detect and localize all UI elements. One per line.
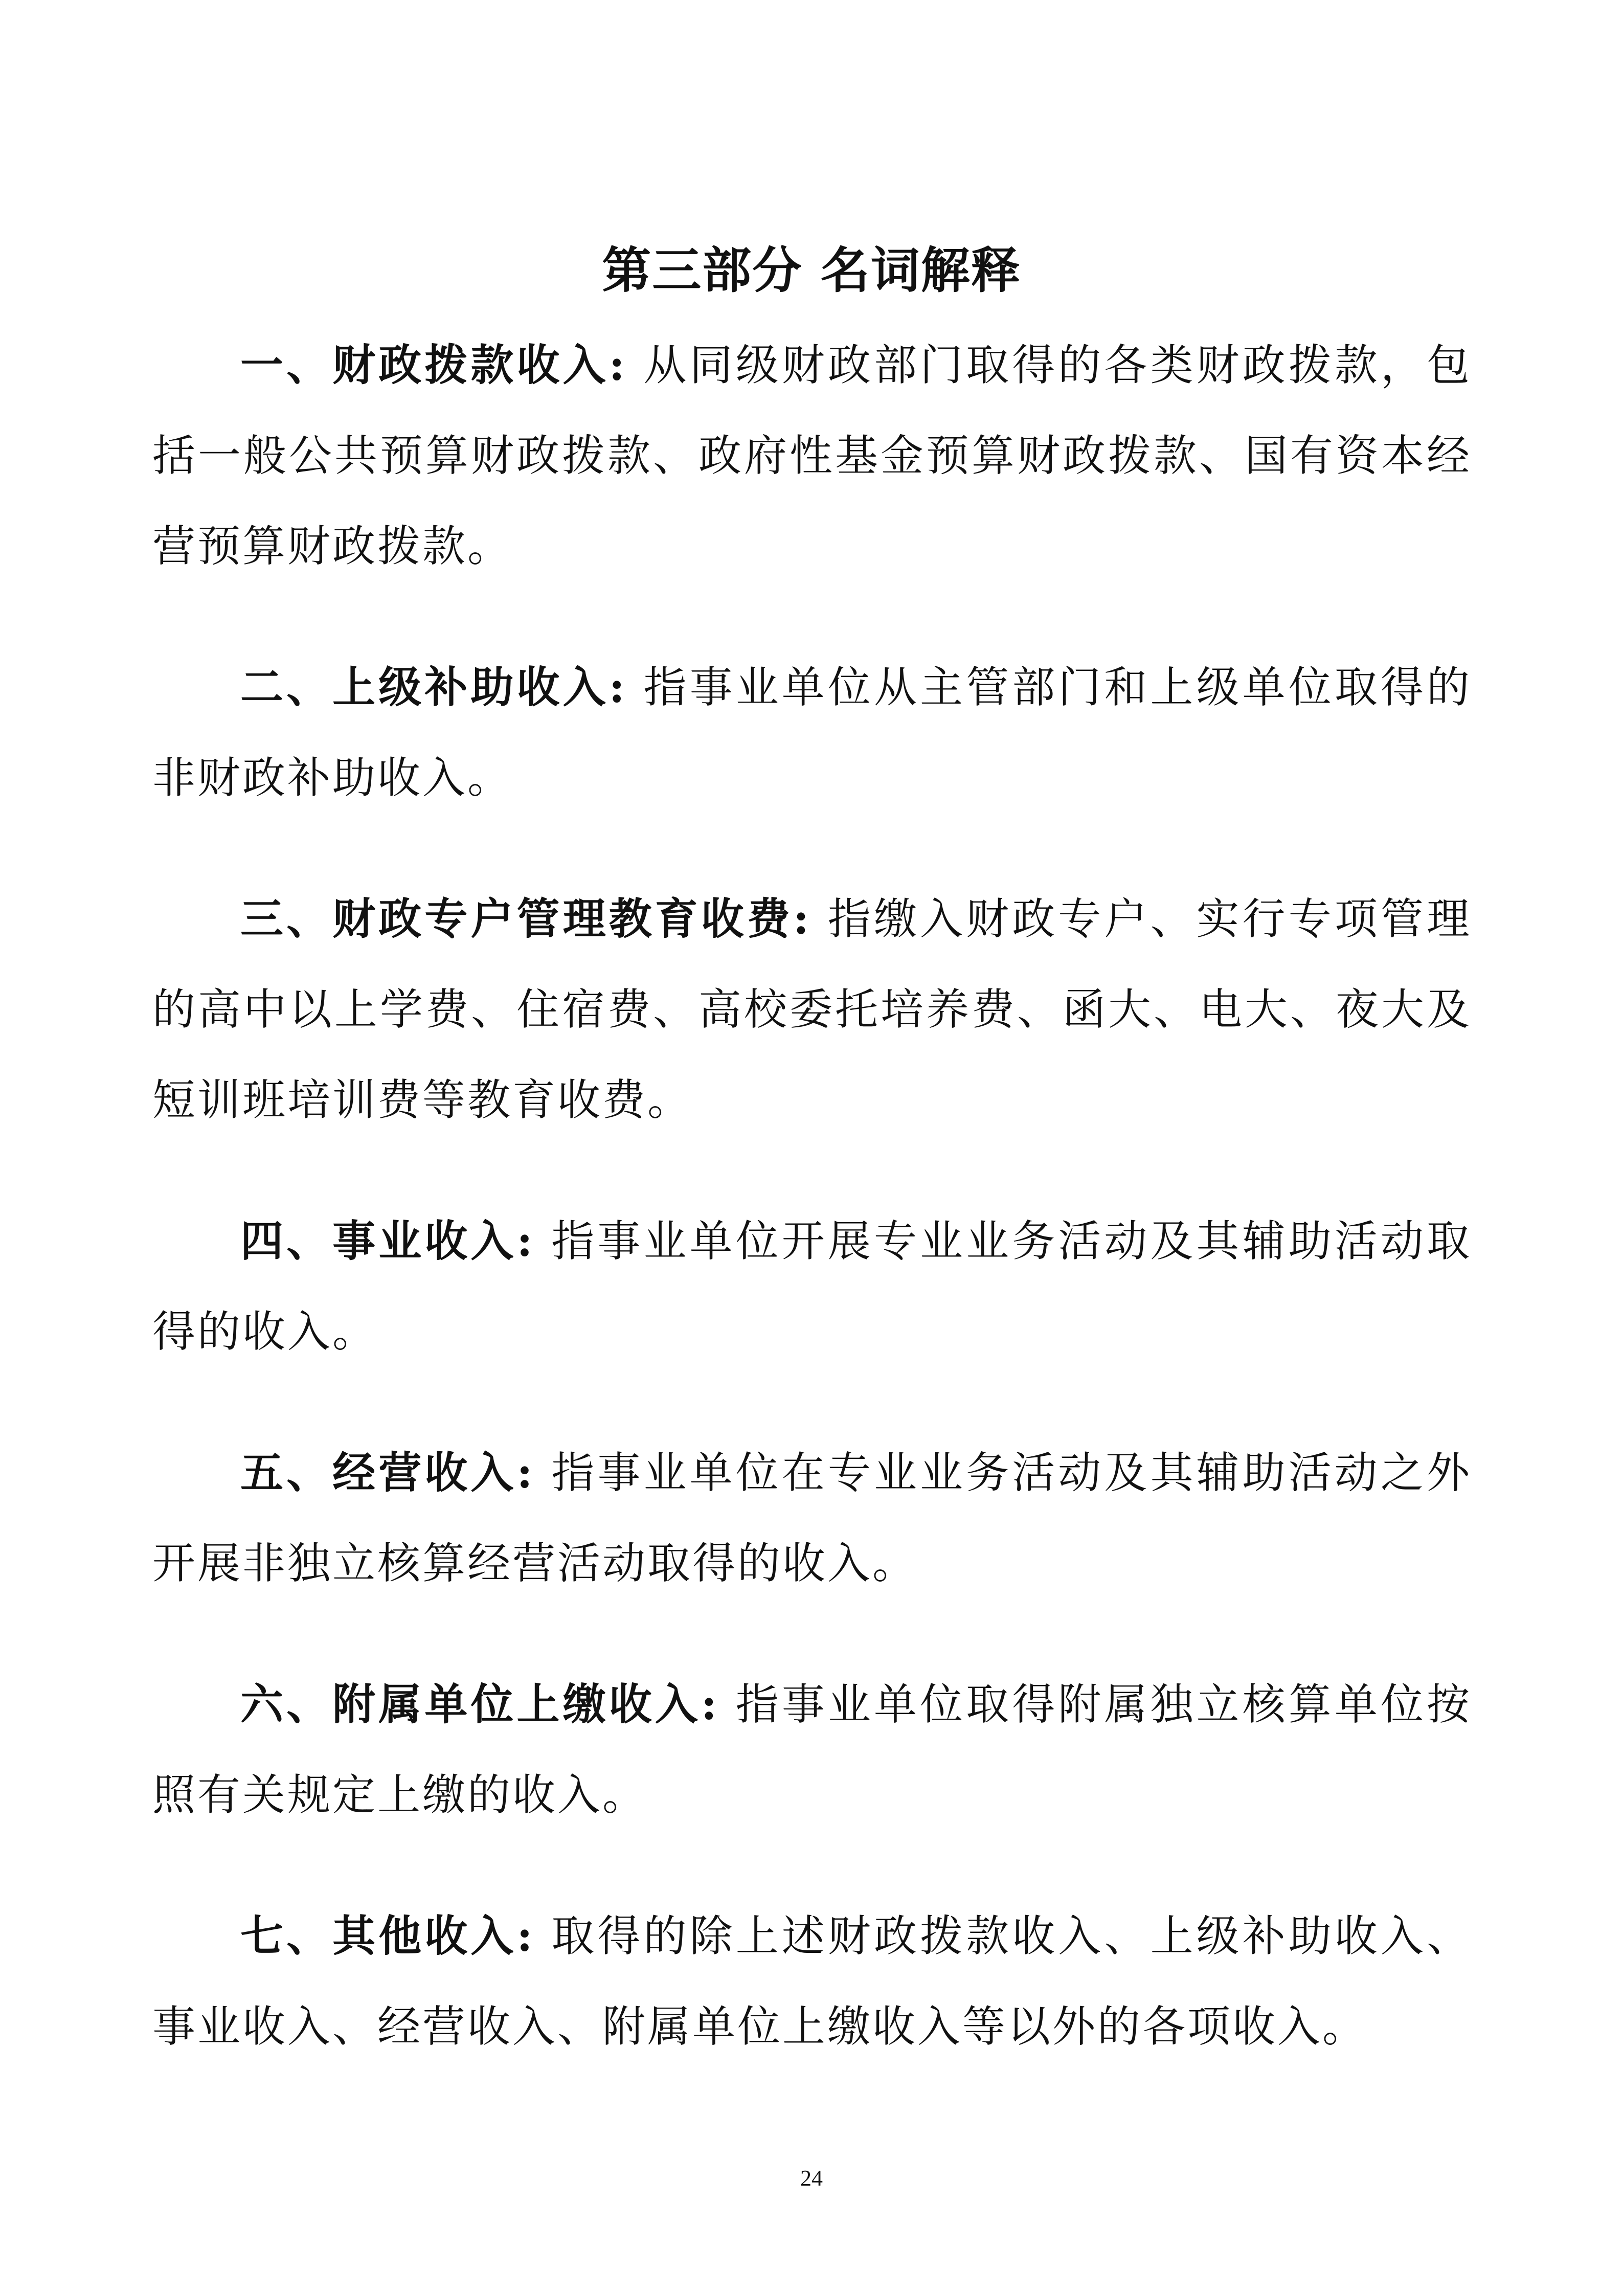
glossary-list [152,320,1472,2122]
page-number: 24 [800,2166,823,2191]
glossary-term: 二、上级补助收入: [240,662,627,712]
glossary-entry-1 [152,320,1472,592]
glossary-definition: 指事业单位开展专业业务活动及其辅助活动取得的收入。 [152,1216,1472,1357]
glossary-entry-6 [152,1659,1472,1840]
glossary-term: 三、财政专户管理教育收费: [240,893,812,944]
glossary-term: 四、事业收入: [240,1215,535,1266]
glossary-entry-7 [152,1890,1472,2072]
glossary-entry-3 [152,873,1472,1145]
glossary-entry-2 [152,642,1472,823]
glossary-definition: 指事业单位取得附属独立核算单位按照有关规定上缴的收入。 [152,1679,1472,1820]
page-title: 第三部分 名词解释 [602,241,1021,300]
glossary-definition: 从同级财政部门取得的各类财政拨款，包括一般公共预算财政拨款、政府性基金预算财政拨款、国有资本经营预算财政拨款。 [152,340,1472,571]
glossary-term: 七、其他收入: [240,1910,535,1961]
glossary-definition: 取得的除上述财政拨款收入、上级补助收入、事业收入、经营收入、附属单位上缴收入等以外的各项收入。 [152,1911,1472,2052]
glossary-definition: 指事业单位从主管部门和上级单位取得的非财政补助收入。 [152,662,1472,803]
glossary-entry-5 [152,1427,1472,1609]
glossary-entry-4 [152,1196,1472,1377]
glossary-term: 一、财政拨款收入: [240,340,627,390]
glossary-term: 六、附属单位上缴收入: [240,1679,719,1729]
glossary-definition: 指缴入财政专户、实行专项管理的高中以上学费、住宿费、高校委托培养费、函大、电大、夜大及短训班培训费等教育收费。 [152,894,1472,1125]
glossary-definition: 指事业单位在专业业务活动及其辅助活动之外开展非独立核算经营活动取得的收入。 [152,1448,1472,1588]
glossary-term: 五、经营收入: [240,1447,535,1498]
